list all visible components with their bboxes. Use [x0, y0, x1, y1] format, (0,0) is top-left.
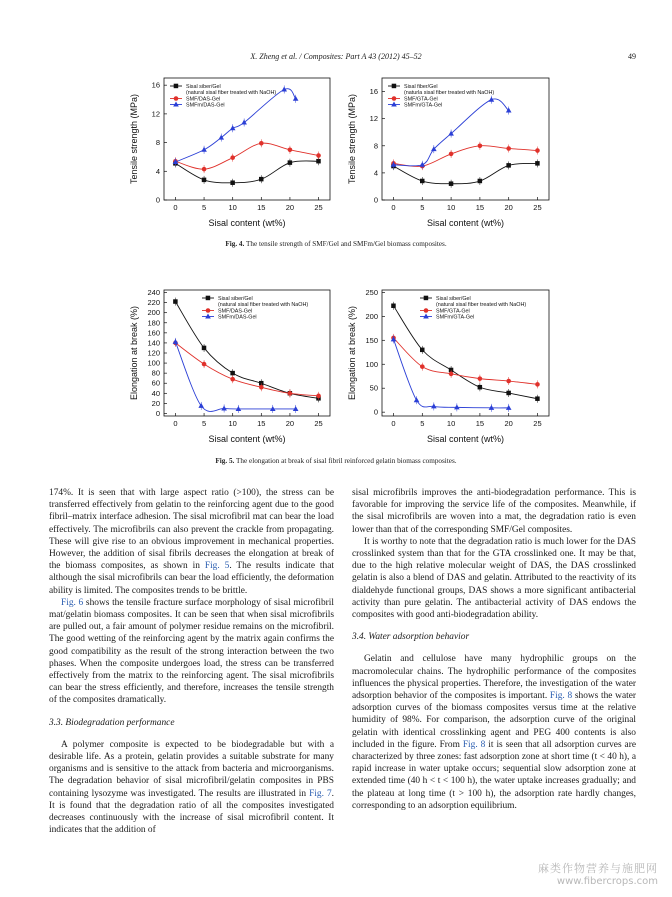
y-axis-label: Tensile strength (MPa) [129, 93, 139, 185]
y-tick-label: 4 [373, 168, 378, 178]
y-tick-label: 8 [373, 141, 378, 151]
data-point [230, 371, 235, 376]
data-point [316, 153, 321, 158]
data-point [230, 377, 235, 382]
fig5-right-chart [342, 284, 557, 450]
x-tick-label: 20 [504, 203, 513, 212]
paragraph: Gelatin and cellulose have many hydrophilic groups on the macromolecular chains. The hydrophilic performance of the composites influences the physical properties. Therefore, the investigation of the water adsorption behavior of the composites is important. Fig. 8 shows the water adsorption curves of the biomass composites versus time at the relative humidity of 98%. For comparison, the adsorption curve of the original gelatin with identical crosslinking agent and PEG 400 contents is also included in the figure. From Fig. 8 it is seen that all adsorption curves are characterized by three zones: fast adsorption zone at short time (t < 40 h), a rapid increase in water uptake occurs; sequential slow adsorption zone at extended time (40 h < t < 100 h), the water uptake increases gradually; and the plateau at long time (t > 100 h), the adsorption rate hardly changes, corresponding to an adsorption equilibrium. [352, 654, 636, 811]
data-point [206, 308, 211, 313]
legend-label: Sisal fiber/Gel [404, 84, 438, 90]
fig-6-link[interactable]: Fig. 6 [61, 597, 84, 608]
series [391, 334, 540, 388]
x-tick-label: 20 [285, 419, 295, 428]
legend-label: Sisal siber/Gel [186, 84, 221, 90]
x-tick-label: 15 [257, 419, 266, 428]
data-point [449, 181, 454, 186]
data-point [392, 84, 397, 89]
data-point [173, 299, 178, 304]
fig-5-link[interactable]: Fig. 5 [204, 561, 230, 572]
y-tick-label: 80 [151, 368, 160, 378]
data-point [202, 178, 207, 183]
x-tick-label: 15 [475, 419, 485, 428]
data-point [230, 155, 235, 160]
legend-label: SMF/GTA-Gel [404, 96, 438, 103]
y-tick-label: 50 [369, 383, 378, 393]
data-point [259, 141, 264, 146]
fig-7-link[interactable]: Fig. 7 [309, 788, 332, 799]
x-tick-label: 0 [173, 203, 178, 212]
data-point [202, 167, 207, 172]
data-point [293, 96, 299, 101]
data-point [288, 391, 293, 396]
fig4-left-chart [118, 72, 338, 234]
legend-label: SMF/GTA-Gel [436, 308, 470, 315]
legend-label: SMF/DAS-Gel [218, 308, 253, 315]
fig-8-link[interactable]: Fig. 8 [462, 739, 486, 750]
watermark-url: www.fibercrops.com [556, 876, 658, 887]
series-line [175, 143, 318, 169]
y-tick-label: 240 [147, 288, 160, 298]
data-point [173, 339, 179, 344]
x-tick-label: 0 [391, 419, 396, 428]
legend-sublabel: (natural sisal fiber treated with NaOH) [436, 302, 527, 308]
page-number: 49 [628, 52, 636, 61]
data-point [288, 160, 293, 165]
data-point [420, 179, 425, 184]
data-point [293, 406, 299, 411]
figure-4-right [342, 72, 557, 234]
paragraph: Fig. 6 shows the tensile fracture surface morphology of sisal microfibril mat/gelatin biomass composites. It can be seen that when sisal microfibrils are pulled out, a fair amount of polymer residue remains on the microfibril. The good wetting of the reinforcing agent by the matrix again confirms the good compatibility as the result of the strong interaction between the two phases. When the composite undergoes load, the stress can be transferred effectively from the matrix to the reinforcing agent. The sisal microfibrils can bear the stress efficiently, and therefore, increases the tensile strength of the composites dramatically. [49, 597, 334, 706]
data-point [221, 405, 227, 410]
legend-label: Sisal siber/Gel [218, 296, 253, 302]
paragraph: A polymer composite is expected to be biodegradable but with a desirable life. As a protein, gelatin provides a suitable substrate for many organisms and is sensitive to the attack from bacteria and microorganisms. The degradation behavior of sisal microfibril/gelatin composites in PBS containing lysozyme was investigated. The results are illustrated in Fig. 7. It is found that the degradation ratio of all the composites investigated decreases continuously with the increase of sisal microfibril content. It indicates that the addition of [49, 739, 334, 836]
y-tick-label: 180 [147, 318, 160, 328]
data-point [478, 376, 483, 381]
legend-label: SMFm/GTA-Gel [436, 314, 475, 321]
legend-sublabel: (naturla sisal fiber treated with NaOH) [404, 90, 495, 96]
y-tick-label: 4 [155, 166, 160, 176]
x-tick-label: 10 [446, 203, 456, 212]
data-point [173, 102, 179, 107]
watermark [538, 860, 658, 887]
data-point [259, 177, 264, 182]
data-point [392, 96, 397, 101]
x-tick-label: 0 [173, 419, 178, 428]
y-axis-label: Elongation at break (%) [129, 305, 139, 401]
y-tick-label: 0 [155, 408, 160, 418]
data-point [236, 406, 242, 411]
figure-5-label: Fig. 5. [215, 457, 235, 465]
figure-4-caption [0, 240, 672, 248]
y-tick-label: 250 [365, 287, 378, 297]
data-point [201, 147, 207, 152]
data-point [414, 397, 420, 402]
data-point [489, 405, 495, 410]
data-point [218, 135, 224, 140]
data-point [506, 163, 511, 168]
data-point [270, 406, 276, 411]
section-heading: 3.4. Water adsorption behavior [352, 632, 470, 643]
y-tick-label: 100 [147, 358, 160, 368]
y-tick-label: 16 [151, 80, 160, 90]
x-tick-label: 5 [420, 203, 425, 212]
fig-8-link[interactable]: Fig. 8 [549, 691, 573, 702]
legend-label: SMFm/DAS-Gel [186, 102, 225, 109]
journal-citation: X. Zheng et al. / Composites: Part A 43 (2012) 45–52 [250, 52, 422, 61]
series-line [175, 161, 318, 183]
series [391, 159, 539, 187]
fig4-right-chart [342, 72, 557, 234]
figure-5-text: The elongation at break of sisal fibril reinforced gelatin biomass composites. [236, 457, 457, 465]
data-point [535, 382, 540, 387]
y-tick-label: 8 [155, 138, 160, 148]
y-tick-label: 16 [369, 87, 378, 97]
y-tick-label: 140 [147, 338, 160, 348]
data-point [174, 84, 179, 89]
data-point [506, 391, 511, 396]
legend-sublabel: (natural sisal fiber treated with NaOH) [186, 90, 277, 96]
y-tick-label: 120 [147, 348, 160, 358]
data-point [316, 159, 321, 164]
y-axis-label: Elongation at break (%) [347, 305, 357, 401]
data-point [535, 148, 540, 153]
y-tick-label: 0 [155, 195, 160, 205]
data-point [259, 385, 264, 390]
data-point [506, 146, 511, 151]
data-point [506, 379, 511, 384]
data-point [535, 396, 540, 401]
data-point [391, 304, 396, 309]
figure-5 [118, 284, 340, 450]
x-tick-label: 25 [314, 203, 323, 212]
figure-4 [118, 72, 338, 234]
data-point [420, 162, 426, 167]
data-point [206, 296, 211, 301]
data-point [454, 404, 460, 409]
x-tick-label: 15 [257, 203, 266, 212]
legend-label: Sisal siber/Gel [436, 296, 471, 302]
figure-5-right [342, 284, 557, 450]
data-point [478, 143, 483, 148]
y-tick-label: 160 [147, 328, 160, 338]
y-tick-label: 100 [365, 359, 378, 369]
y-tick-label: 20 [151, 398, 160, 408]
x-axis-label: Sisal content (wt%) [426, 218, 505, 228]
data-point [420, 348, 425, 353]
data-point [424, 296, 429, 301]
data-point [230, 180, 235, 185]
data-point [391, 102, 397, 107]
x-tick-label: 20 [285, 203, 295, 212]
x-tick-label: 20 [504, 419, 513, 428]
x-tick-label: 10 [228, 419, 237, 428]
figure-5-caption [0, 457, 672, 465]
right-column [352, 487, 636, 812]
data-point [420, 364, 425, 369]
x-axis-label: Sisal content (wt%) [208, 434, 286, 444]
data-point [288, 147, 293, 152]
data-point [202, 362, 207, 367]
y-tick-label: 200 [147, 308, 160, 318]
paragraph: sisal microfibrils improves the anti-biodegradation performance. This is favorable for improving the service life of the composites. Meanwhile, if the sisal microfibrils are woven into a mat, the degradation ratio is even lower than that of the corresponding SMF/Gel composites. [352, 488, 636, 535]
y-tick-label: 220 [147, 298, 160, 308]
data-point [316, 394, 321, 399]
y-tick-label: 0 [373, 407, 378, 417]
y-tick-label: 0 [373, 195, 378, 205]
section-heading: 3.3. Biodegradation performance [49, 717, 175, 728]
data-point [424, 308, 429, 313]
y-tick-label: 40 [151, 388, 160, 398]
series [173, 157, 321, 187]
data-point [535, 161, 540, 166]
x-tick-label: 5 [201, 203, 207, 212]
y-tick-label: 200 [365, 311, 378, 321]
series-line [394, 338, 538, 384]
legend-label: SMFm/GTA-Gel [404, 102, 443, 109]
x-tick-label: 15 [475, 203, 485, 212]
series-line [175, 342, 295, 412]
legend-sublabel: (natural sisal fiber treated with NaOH) [218, 302, 309, 308]
series [173, 139, 321, 173]
data-point [478, 179, 483, 184]
x-tick-label: 5 [201, 419, 207, 428]
x-tick-label: 25 [533, 203, 542, 212]
x-tick-label: 0 [391, 203, 396, 212]
data-point [174, 96, 179, 101]
series-line [394, 146, 538, 167]
x-tick-label: 25 [314, 419, 323, 428]
y-axis-label: Tensile strength (MPa) [347, 93, 357, 185]
watermark-text: 麻类作物营养与施肥网 [538, 862, 658, 875]
data-point [506, 405, 512, 410]
data-point [478, 385, 483, 390]
left-column [49, 487, 334, 836]
x-axis-label: Sisal content (wt%) [208, 218, 286, 228]
paragraph: It is worthy to note that the degradation ratio is much lower for the DAS crosslinked system than that for the GTA crosslinked one. It may be that, due to the high relative molecular weight of DAS, the DAS crosslinked gelatin is also a blend of DAS and gelatin. Attributed to the reactivity of its dialdehyde functional groups, DAS shows a more significant antibacterial activity than pure gelatin. The antibacterial activity of DAS endows the composites with good anti-biodegradation ability. [352, 536, 636, 621]
data-point [449, 372, 454, 377]
running-header [0, 52, 672, 66]
x-axis-label: Sisal content (wt%) [426, 434, 505, 444]
y-tick-label: 12 [151, 109, 160, 119]
x-tick-label: 10 [446, 419, 456, 428]
figure-4-text: The tensile strength of SMF/Gel and SMFm/Gel biomass composites. [246, 240, 447, 248]
legend-label: SMFm/DAS-Gel [218, 314, 257, 321]
y-tick-label: 60 [151, 378, 160, 388]
y-tick-label: 12 [369, 114, 378, 124]
series [173, 338, 299, 413]
x-tick-label: 5 [420, 419, 425, 428]
figure-4-label: Fig. 4. [225, 240, 245, 248]
paragraph: 174%. It is seen that with large aspect ratio (>100), the stress can be transferred effectively from gelatin to the reinforcing agent due to the good fibril–matrix interface adhesion. The sisal microfibril mat can bear the load effectively. The microfibrils can also prevent the crackle from propagating. These will give rise to an obvious improvement in mechanical properties. However, the addition of sisal fibrils decreases the elongation at break of the biomass composites, as shown in Fig. 5. The results indicate that although the sisal microfibrils can bear the load efficiently, the deformation ability is limited. The composites trends to be brittle. [49, 488, 334, 596]
y-tick-label: 150 [365, 335, 378, 345]
data-point [449, 152, 454, 157]
data-point [205, 314, 211, 319]
data-point [202, 346, 207, 351]
series [173, 339, 321, 400]
x-tick-label: 25 [533, 419, 542, 428]
x-tick-label: 10 [228, 203, 237, 212]
legend-label: SMF/DAS-Gel [186, 96, 221, 103]
fig5-left-chart [118, 284, 340, 450]
data-point [423, 314, 429, 319]
series-line [175, 343, 318, 396]
data-point [241, 119, 247, 124]
